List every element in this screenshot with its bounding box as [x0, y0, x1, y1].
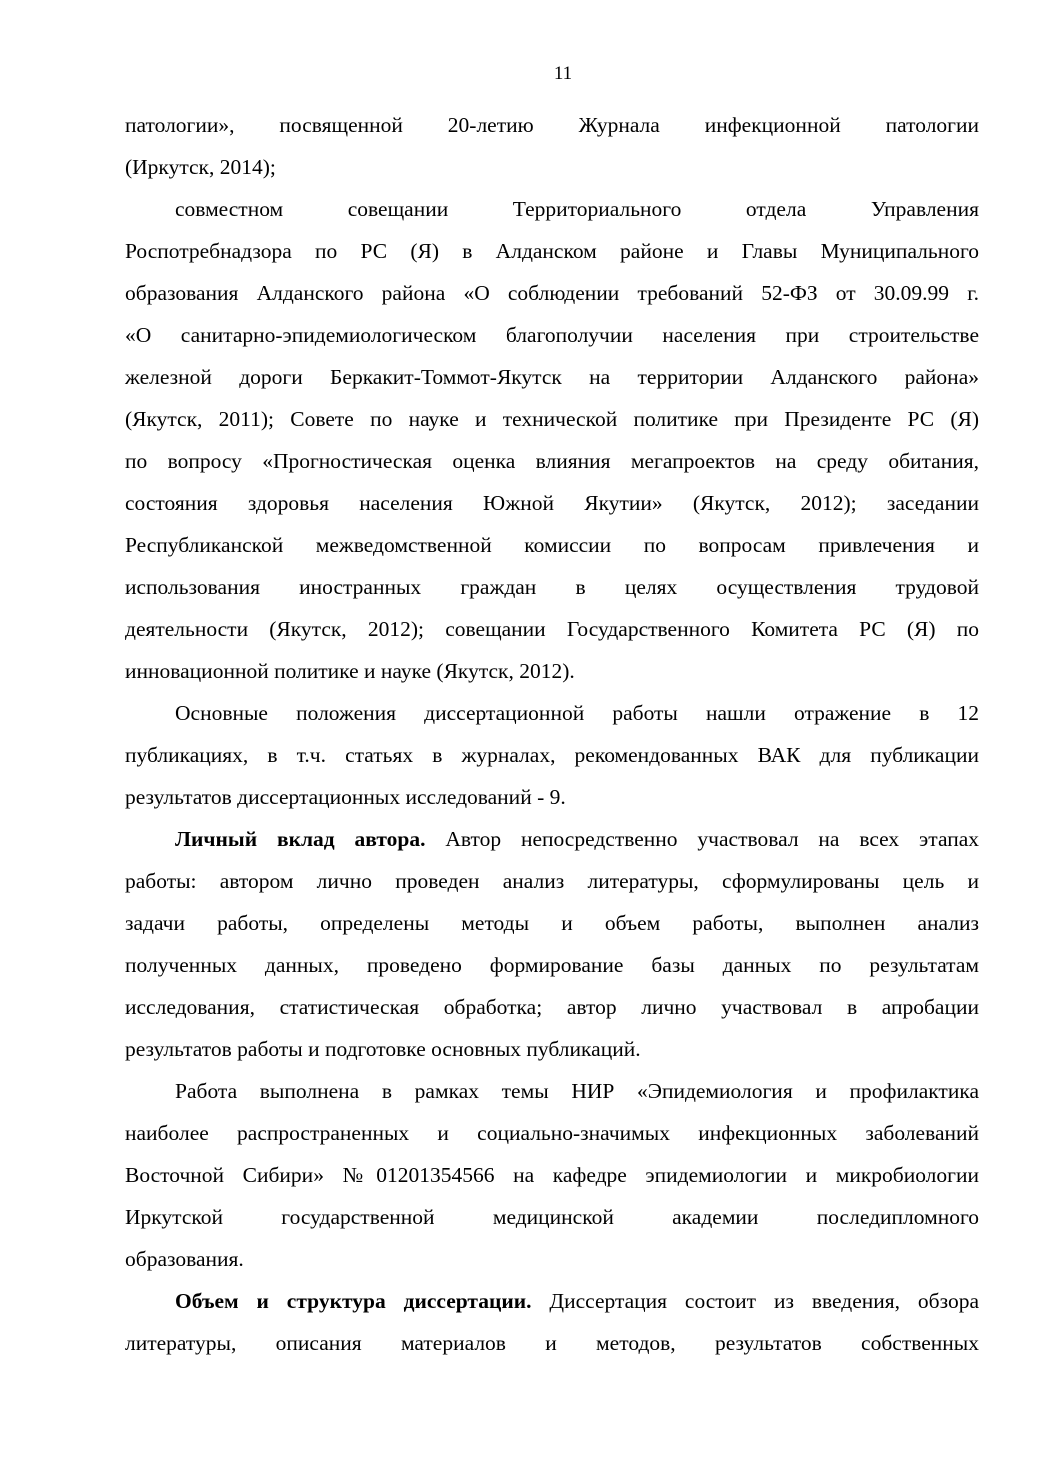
text-line: полученных данных, проведено формирование базы данных по результатам — [125, 953, 979, 977]
text-line: инновационной политике и науке (Якутск, 2012). — [125, 659, 575, 683]
paragraph-research-topic — [125, 1070, 979, 1280]
text-line: по вопросу «Прогностическая оценка влияния мегапроектов на среду обитания, — [125, 449, 979, 473]
text-line: образования. — [125, 1247, 244, 1271]
text-line: результатов работы и подготовке основных публикаций. — [125, 1037, 641, 1061]
text-line — [125, 818, 979, 860]
text-line: деятельности (Якутск, 2012); совещании Государственного Комитета РС (Я) по — [125, 617, 979, 641]
section-heading-structure: Объем и структура диссертации. — [175, 1289, 532, 1313]
text-line: патологии», посвященной 20-летию Журнала инфекционной патологии — [125, 113, 979, 137]
text-line: Восточной Сибири» №01201354566 на кафедре эпидемиологии и микробиологии — [125, 1163, 979, 1187]
text-line: литературы, описания материалов и методов, результатов собственных — [125, 1331, 979, 1355]
text-line: результатов диссертационных исследований - 9. — [125, 785, 566, 809]
text-line: (Иркутск, 2014); — [125, 155, 276, 179]
paragraph-personal-contribution — [125, 818, 979, 1070]
text-line: Основные положения диссертационной работы нашли отражение в 12 — [175, 701, 979, 725]
text-line: образования Алданского района «О соблюдении требований 52-ФЗ от 30.09.99 г. — [125, 281, 979, 305]
text-line: наиболее распространенных и социально-значимых инфекционных заболеваний — [125, 1121, 979, 1145]
text-line: Роспотребнадзора по РС (Я) в Алданском районе и Главы Муниципального — [125, 239, 979, 263]
section-heading-personal-contribution: Личный вклад автора. — [175, 827, 426, 851]
text-line: состояния здоровья населения Южной Якутии» (Якутск, 2012); заседании — [125, 491, 979, 515]
text-fragment: Автор непосредственно участвовал на всех этапах — [425, 827, 979, 851]
text-line: использования иностранных граждан в целях осуществления трудовой — [125, 575, 979, 599]
text-line — [125, 1280, 979, 1322]
paragraph-conference-continuation — [125, 104, 979, 188]
body-text — [125, 104, 979, 1364]
text-line: Республиканской межведомственной комиссии по вопросам привлечения и — [125, 533, 979, 557]
page-number: 11 — [553, 63, 573, 84]
text-line: «О санитарно-эпидемиологическом благополучии населения при строительстве — [125, 323, 979, 347]
text-line: (Якутск, 2011); Совете по науке и технической политике при Президенте РС (Я) — [125, 407, 979, 431]
text-line: совместном совещании Территориального отдела Управления — [175, 197, 979, 221]
text-line: работы: автором лично проведен анализ литературы, сформулированы цель и — [125, 869, 979, 893]
text-fragment: Диссертация состоит из введения, обзора — [531, 1289, 979, 1313]
text-line: публикациях, в т.ч. статьях в журналах, рекомендованных ВАК для публикации — [125, 743, 979, 767]
text-line: Работа выполнена в рамках темы НИР «Эпидемиология и профилактика — [175, 1079, 979, 1103]
text-line: Иркутской государственной медицинской академии последипломного — [125, 1205, 979, 1229]
paragraph-structure — [125, 1280, 979, 1364]
text-line: железной дороги Беркакит-Томмот-Якутск на территории Алданского района» — [125, 365, 979, 389]
paragraph-publications — [125, 692, 979, 818]
text-line: исследования, статистическая обработка; автор лично участвовал в апробации — [125, 995, 979, 1019]
text-line: задачи работы, определены методы и объем работы, выполнен анализ — [125, 911, 979, 935]
paragraph-meetings — [125, 188, 979, 692]
